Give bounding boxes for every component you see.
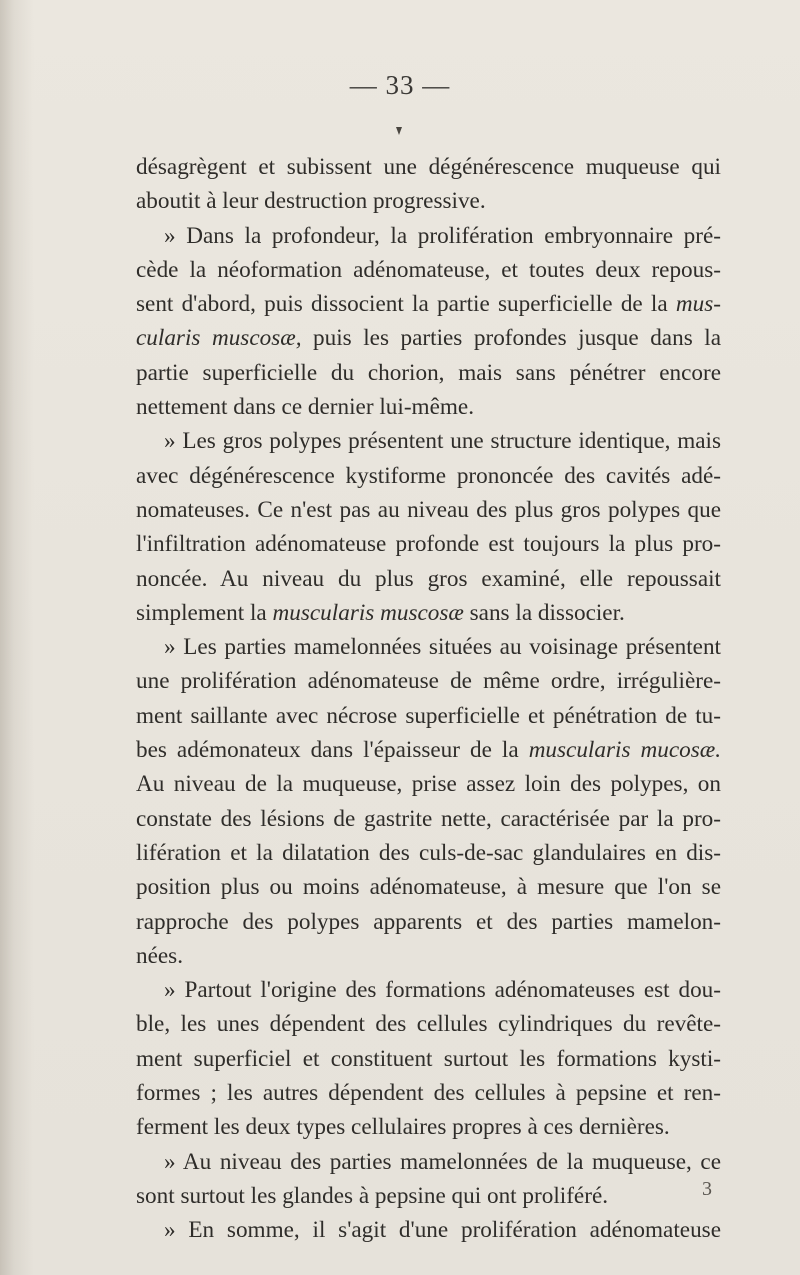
- text-line: partie superficielle du chorion, mais sans pénétrer encore: [136, 359, 721, 386]
- text-line: constate des lésions de gastrite nette, caractérisée par la pro-: [136, 805, 721, 832]
- text-line: » Au niveau des parties mamelonnées de la muqueuse, ce: [164, 1148, 721, 1175]
- text-line: bes adémonateux dans l'épaisseur de la muscularis mucosæ.: [136, 737, 721, 764]
- text-line: sent d'abord, puis dissocient la partie superficielle de la mus-: [136, 291, 721, 318]
- page-number: — 33 —: [349, 70, 451, 100]
- ink-mark: [395, 126, 403, 136]
- text-line: nées.: [136, 942, 183, 969]
- text-line: aboutit à leur destruction progressive.: [136, 188, 486, 215]
- text-line: » Les gros polypes présentent une structure identique, mais: [164, 428, 721, 455]
- text-line: Au niveau de la muqueuse, prise assez loin des polypes, on: [136, 771, 721, 798]
- text-line: rapproche des polypes apparents et des parties mamelon-: [136, 908, 721, 935]
- text-line: sont surtout les glandes à pepsine qui ont proliféré.: [136, 1182, 609, 1209]
- text-line: désagrègent et subissent une dégénérescence muqueuse qui: [136, 154, 721, 180]
- text-line: » En somme, il s'agit d'une prolifération adénomateuse: [164, 1217, 721, 1244]
- text-line: l'infiltration adénomateuse profonde est toujours la plus pro-: [136, 531, 721, 558]
- text-line: nomateuses. Ce n'est pas au niveau des plus gros polypes que: [136, 496, 721, 523]
- text-line: ment saillante avec nécrose superficielle et pénétration de tu-: [136, 702, 721, 729]
- text-line: simplement la muscularis muscosæ sans la dissocier.: [136, 599, 625, 626]
- text-line: position plus ou moins adénomateuse, à mesure que l'on se: [136, 874, 721, 901]
- body-text: [136, 150, 721, 1248]
- text-line: ment superficiel et constituent surtout les formations kysti-: [136, 1045, 721, 1072]
- text-line: noncée. Au niveau du plus gros examiné, elle repoussait: [136, 565, 721, 592]
- text-line: » Dans la profondeur, la prolifération embryonnaire pré-: [164, 222, 721, 249]
- text-line: nettement dans ce dernier lui-même.: [136, 394, 475, 421]
- text-line: ferment les deux types cellulaires propres à ces dernières.: [136, 1114, 670, 1141]
- signature-mark: 3: [702, 1178, 712, 1200]
- text-line: » Partout l'origine des formations adénomateuses est dou-: [164, 977, 721, 1004]
- text-line: ble, les unes dépendent des cellules cylindriques du revête-: [136, 1011, 721, 1038]
- text-line: avec dégénérescence kystiforme prononcée des cavités adé-: [136, 462, 721, 489]
- text-line: formes ; les autres dépendent des cellules à pepsine et ren-: [136, 1080, 721, 1107]
- text-line: » Les parties mamelonnées situées au voisinage présentent: [164, 634, 721, 661]
- text-line: une prolifération adénomateuse de même ordre, irrégulière-: [136, 668, 721, 695]
- text-line: lifération et la dilatation des culs-de-sac glandulaires en dis-: [136, 839, 721, 866]
- text-line: cularis muscosæ, puis les parties profondes jusque dans la: [136, 325, 721, 352]
- text-line: cède la néoformation adénomateuse, et toutes deux repous-: [136, 256, 721, 283]
